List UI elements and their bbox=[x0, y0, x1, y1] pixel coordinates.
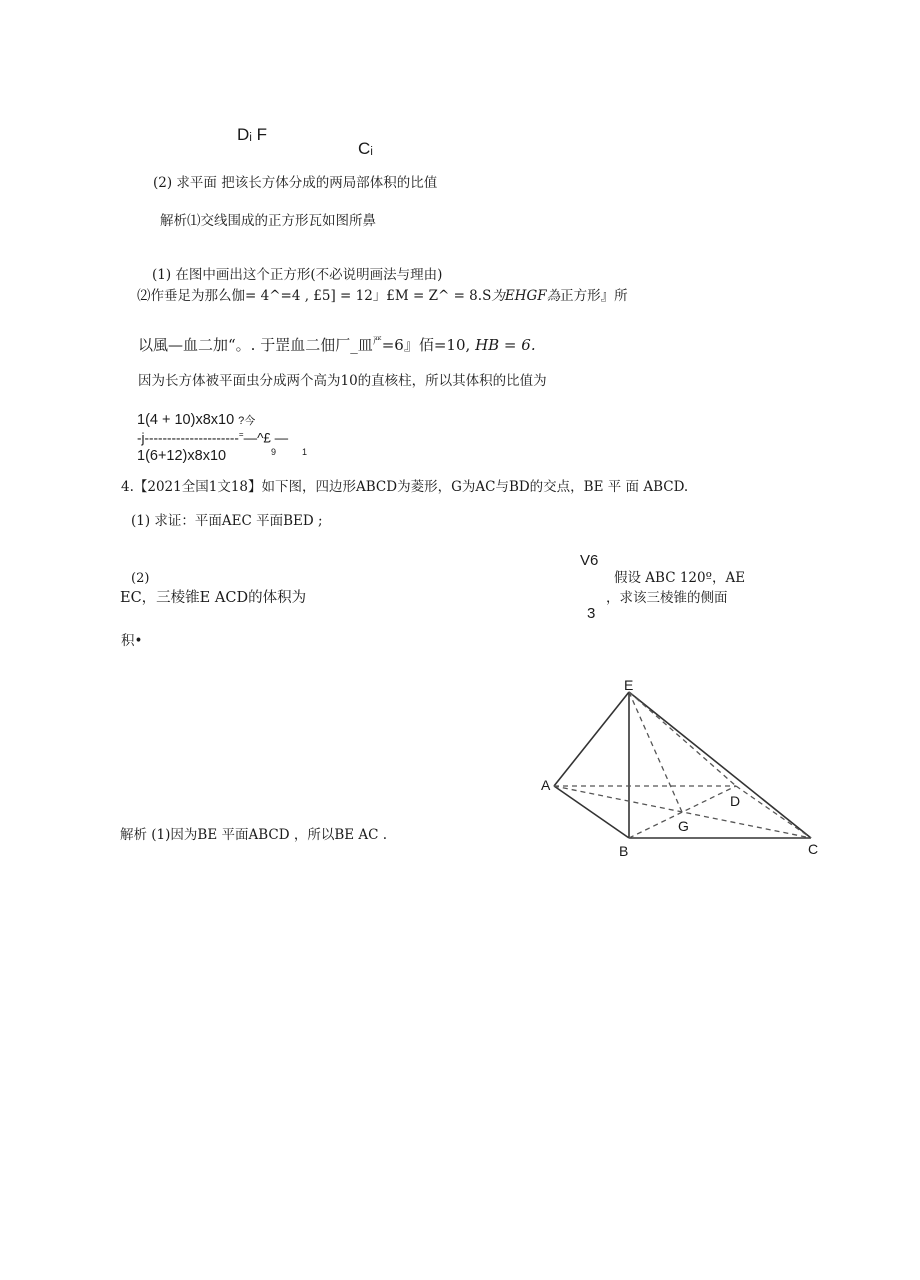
formula-bar bbox=[137, 431, 288, 445]
solution-line-2 bbox=[137, 290, 628, 304]
point-label-e: E bbox=[624, 677, 634, 693]
problem-4-v6: V6 bbox=[580, 552, 599, 569]
problem-4-title: 4.【2021全国1文18】如下图，四边形ABCD为菱形，G为AC与BD的交点，BE 平 面 ABCD. bbox=[121, 479, 689, 495]
formula-num: 1(4 + 10)x8x10 bbox=[137, 412, 239, 428]
problem-4-q1: (1) 求证：平面AEC 平面BED ; bbox=[131, 513, 323, 529]
solution-line-yi-c: HB = 6. bbox=[475, 336, 536, 354]
problem-4-tail: ，求该三棱锥的侧面 bbox=[606, 590, 728, 606]
solution-line-yi bbox=[138, 338, 536, 353]
problem-4-q2-label: (2) bbox=[131, 571, 150, 586]
problem-4-ji: 积• bbox=[121, 633, 143, 649]
edge-ed bbox=[629, 692, 736, 786]
formula-bar-dashes: -j--------------------- bbox=[137, 430, 239, 446]
formula-denominator: 1(6+12)x8x10 bbox=[137, 448, 227, 464]
problem-4-analysis: 解析 (1)因为BE 平面ABCD ，所以BE AC . bbox=[120, 827, 388, 843]
edge-ea bbox=[554, 692, 629, 786]
formula-num-sub: ?今 bbox=[238, 415, 256, 427]
point-label-d: D bbox=[730, 793, 741, 809]
formula-den-n2: 1 bbox=[302, 447, 308, 457]
question-1: (1) 在图中画出这个正方形(不必说明画法与理由) bbox=[152, 267, 443, 283]
formula-bar-tail: —^£ — bbox=[243, 430, 289, 446]
solution-line-yi-sup: 严 bbox=[372, 337, 382, 347]
point-label-c: C bbox=[808, 841, 819, 857]
formula-bar-sup: = bbox=[238, 430, 244, 439]
problem-4-ec: EC，三棱锥E ACD的体积为 bbox=[120, 590, 307, 606]
solution-line-2-a: ⑵作垂足为那么伽= 4^=4 , £5] = 12」£M = Z^ = 8.S bbox=[137, 288, 492, 304]
question-2: (2) 求平面 把该长方体分成的两局部体积的比值 bbox=[153, 175, 438, 191]
analysis-1: 解析⑴交线围成的正方形瓦如图所鼻 bbox=[160, 213, 376, 229]
problem-4-cond: 假设 ABC 120º，AE bbox=[614, 570, 746, 586]
solution-line-2-b: 为EHGF為 bbox=[491, 288, 561, 304]
point-label-g: G bbox=[678, 818, 689, 834]
point-label-a: A bbox=[541, 777, 551, 793]
pyramid-figure bbox=[530, 670, 830, 870]
edge-eg bbox=[629, 692, 682, 812]
label-c1: Cᵢ bbox=[358, 139, 373, 158]
formula-numerator bbox=[137, 413, 255, 428]
solution-line-2-c: 正方形』所 bbox=[560, 288, 628, 304]
solution-line-yi-b: =6』佰=10, bbox=[381, 336, 471, 354]
ratio-sentence: 因为长方体被平面虫分成两个高为10的直核柱，所以其体积的比值为 bbox=[138, 373, 547, 389]
formula-den-n1: 9 bbox=[271, 447, 277, 457]
edge-dc bbox=[736, 786, 811, 838]
solution-line-yi-a: 以風—血二加“。. 于罡血二佃厂_皿 bbox=[138, 336, 373, 354]
point-label-b: B bbox=[619, 843, 629, 859]
problem-4-three: 3 bbox=[587, 605, 596, 622]
label-d1f: Dᵢ F bbox=[237, 125, 268, 144]
edge-ec bbox=[629, 692, 811, 838]
